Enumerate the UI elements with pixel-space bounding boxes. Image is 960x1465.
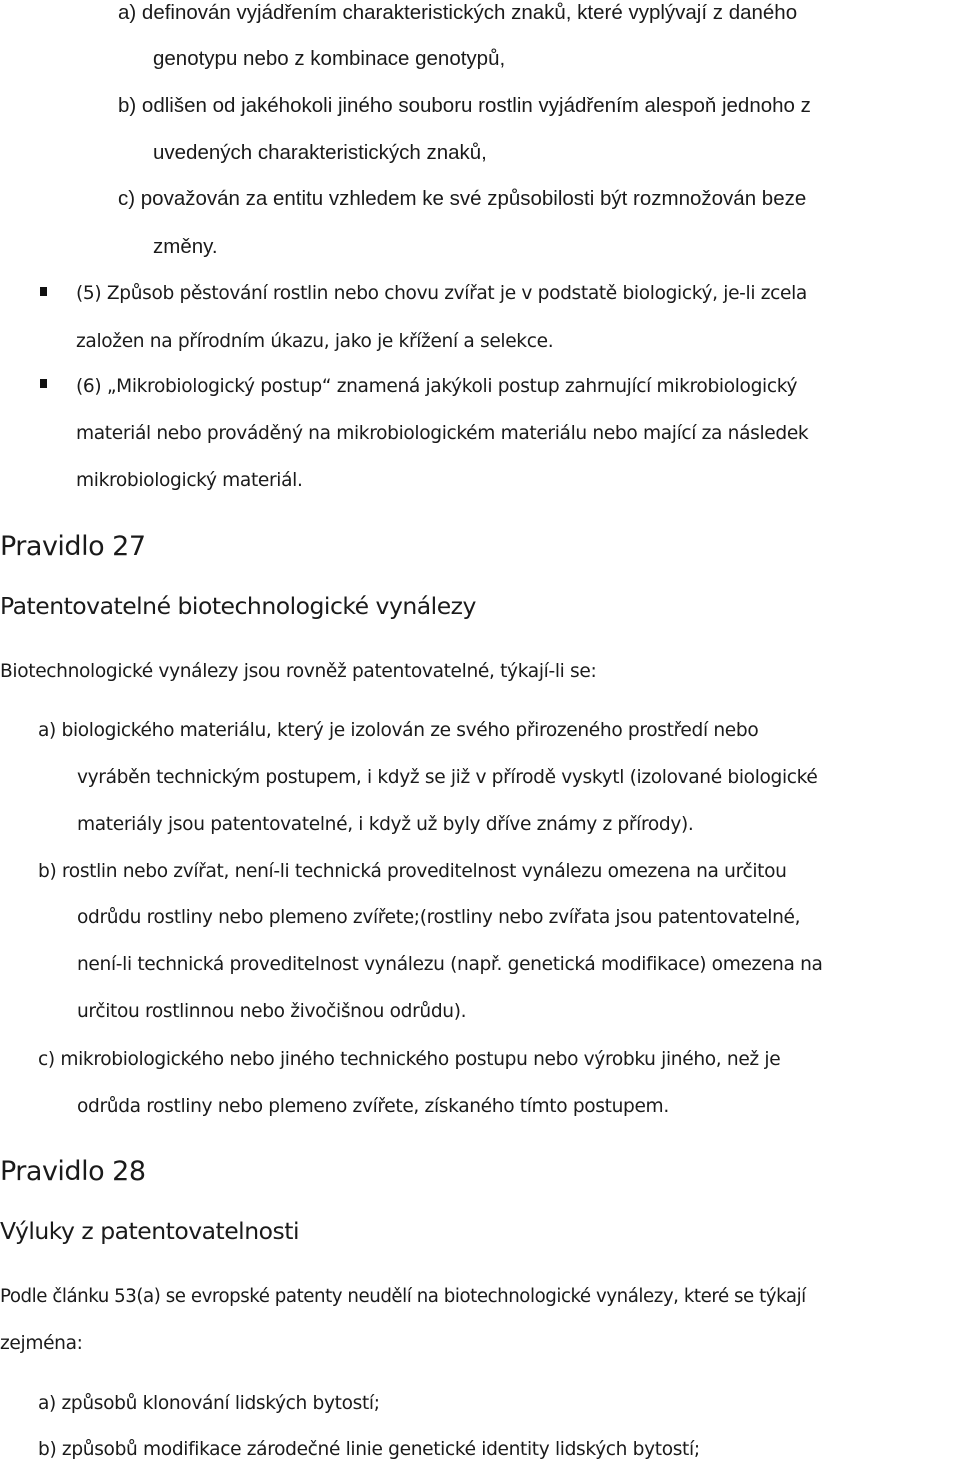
list-item-c-line1: c) považován za entitu vzhledem ke své způsobilosti být rozmnožován beze [118,187,807,210]
rule-28-title: Pravidlo 28 [0,1156,146,1187]
list-item-b-line2: uvedených charakteristických znaků, [153,141,487,164]
bullet-square-icon [40,287,47,296]
rule-28-intro-line1: Podle článku 53(a) se evropské patenty neudělí na biotechnologické vynálezy, které se týkají [0,1286,806,1307]
rule-28-intro-line2: zejména: [0,1333,83,1354]
rule-27-subtitle: Patentovatelné biotechnologické vynálezy [0,592,476,620]
rule-27-item-b-line3: není-li technická proveditelnost vynálezu (např. genetická modifikace) omezena na [77,954,823,975]
bullet-5-line2: založen na přírodním úkazu, jako je křížení a selekce. [76,331,554,352]
rule-27-item-a-line2: vyráběn technickým postupem, i když se již v přírodě vyskytl (izolované biologické [77,767,818,788]
rule-27-intro: Biotechnologické vynálezy jsou rovněž patentovatelné, týkají-li se: [0,661,597,682]
rule-27-item-a-line3: materiály jsou patentovatelné, i když už byly dříve známy z přírody). [77,814,694,835]
rule-27-item-c-line1: c) mikrobiologického nebo jiného technického postupu nebo výrobku jiného, než je [38,1049,781,1070]
rule-27-title: Pravidlo 27 [0,531,146,562]
bullet-6-line1: (6) „Mikrobiologický postup“ znamená jakýkoli postup zahrnující mikrobiologický [76,376,798,397]
rule-27-item-b-line1: b) rostlin nebo zvířat, není-li technická proveditelnost vynálezu omezena na určitou [38,861,787,882]
rule-27-item-b-line4: určitou rostlinnou nebo živočišnou odrůdu). [77,1001,467,1022]
bullet-6-line3: mikrobiologický materiál. [76,470,303,491]
rule-28-subtitle: Výluky z patentovatelnosti [0,1217,299,1245]
list-item-b-line1: b) odlišen od jakéhokoli jiného souboru rostlin vyjádřením alespoň jednoho z [118,94,811,117]
bullet-5-line1: (5) Způsob pěstování rostlin nebo chovu zvířat je v podstatě biologický, je-li zcela [76,283,807,304]
bullet-square-icon [40,379,47,388]
rule-27-item-c-line2: odrůda rostliny nebo plemeno zvířete, získaného tímto postupem. [77,1096,669,1117]
list-item-a-line1: a) definován vyjádřením charakteristických znaků, které vyplývají z daného [118,1,798,24]
list-item-a-line2: genotypu nebo z kombinace genotypů, [153,47,506,70]
rule-27-item-b-line2: odrůdu rostliny nebo plemeno zvířete;(rostliny nebo zvířata jsou patentovatelné, [77,907,801,928]
rule-28-item-a: a) způsobů klonování lidských bytostí; [38,1393,380,1414]
bullet-6-line2: materiál nebo prováděný na mikrobiologickém materiálu nebo mající za následek [76,423,809,444]
rule-28-item-b: b) způsobů modifikace zárodečné linie genetické identity lidských bytostí; [38,1439,700,1460]
list-item-c-line2: změny. [153,235,218,258]
rule-27-item-a-line1: a) biologického materiálu, který je izolován ze svého přirozeného prostředí nebo [38,720,759,741]
